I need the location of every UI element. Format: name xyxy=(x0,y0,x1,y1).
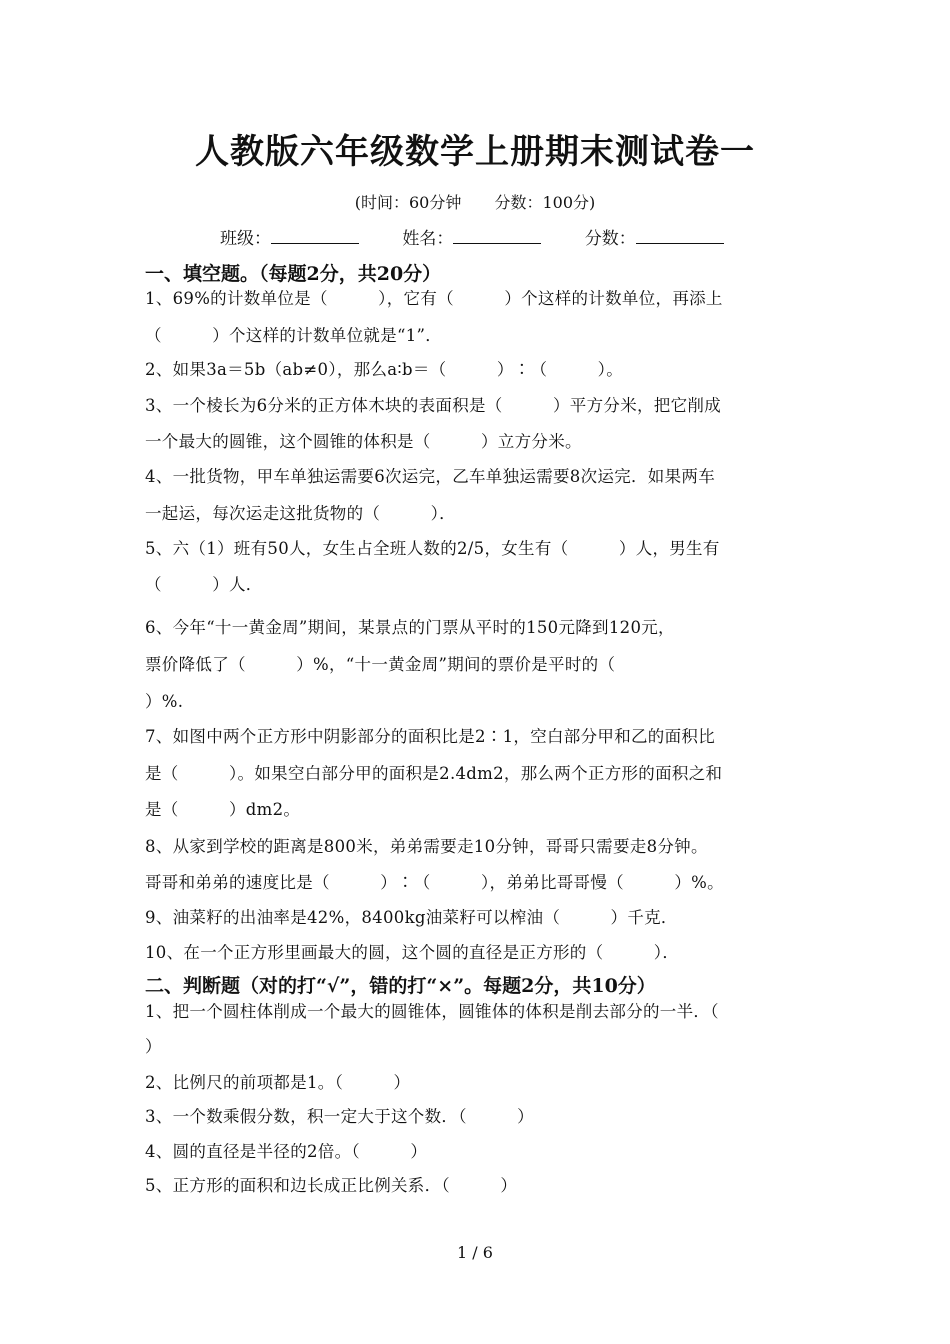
question-line: 3、一个数乘假分数，积一定大于这个数．（ ） xyxy=(145,1107,534,1126)
question-line: ） xyxy=(145,1037,162,1056)
question-line: 一个最大的圆锥，这个圆锥的体积是（ ）立方分米。 xyxy=(145,432,582,451)
page-number: 1 / 6 xyxy=(457,1243,493,1262)
question-line: 2、如果3a＝5b（ab≠0），那么a∶b＝（ ）∶（ ）。 xyxy=(145,360,624,379)
score-blank[interactable] xyxy=(636,229,724,244)
class-label: 班级： xyxy=(220,229,271,249)
question-line: 4、圆的直径是半径的2倍。（ ） xyxy=(145,1142,428,1161)
question-line: 是（ ）。如果空白部分甲的面积是2.4dm2，那么两个正方形的面积之和 xyxy=(145,764,723,783)
class-field xyxy=(220,224,359,249)
question-line: 10、在一个正方形里画最大的圆，这个圆的直径是正方形的（ ）． xyxy=(145,943,680,962)
question-line: 7、如图中两个正方形中阴影部分的面积比是2∶1，空白部分甲和乙的面积比 xyxy=(145,727,715,746)
question-line: 是（ ）dm2。 xyxy=(145,800,301,819)
question-line: 8、从家到学校的距离是800米，弟弟需要走10分钟，哥哥只需要走8分钟。 xyxy=(145,837,708,856)
student-info-fields xyxy=(220,224,762,249)
score-field xyxy=(585,224,724,249)
name-blank[interactable] xyxy=(453,229,541,244)
exam-title: 人教版六年级数学上册期末测试卷一 xyxy=(195,132,755,172)
question-line: 5、正方形的面积和边长成正比例关系．（ ） xyxy=(145,1176,518,1195)
question-line: 票价降低了（ ）%，“十一黄金周”期间的票价是平时的（ xyxy=(145,655,616,674)
question-line: 一起运，每次运走这批货物的（ ）． xyxy=(145,504,456,523)
question-line: 1、69%的计数单位是（ ），它有（ ）个这样的计数单位，再添上 xyxy=(145,289,723,308)
question-line: （ ）人． xyxy=(145,575,263,594)
score-label: 分数： xyxy=(584,229,636,249)
question-line: 哥哥和弟弟的速度比是（ ）∶（ ），弟弟比哥哥慢（ ）%。 xyxy=(145,873,724,892)
question-line: ）%. xyxy=(145,692,184,711)
question-line: 5、六（1）班有50人，女生占全班人数的2/5，女生有（ ）人，男生有 xyxy=(145,539,720,558)
question-line: 2、比例尺的前项都是1。（ ） xyxy=(145,1073,411,1092)
name-label: 姓名： xyxy=(402,229,454,249)
question-line: 9、油菜籽的出油率是42%，8400kg油菜籽可以榨油（ ）千克． xyxy=(145,908,678,927)
question-line: （ ）个这样的计数单位就是“1”． xyxy=(145,326,443,345)
class-blank[interactable] xyxy=(271,229,359,244)
section-heading-true-false: 二、判断题（对的打“√”，错的打“×”。每题2分，共10分） xyxy=(145,975,656,997)
question-line: 1、把一个圆柱体削成一个最大的圆锥体，圆锥体的体积是削去部分的一半．（ xyxy=(145,1002,719,1021)
exam-subtitle xyxy=(0,190,950,213)
question-line: 3、一个棱长为6分米的正方体木块的表面积是（ ）平方分米，把它削成 xyxy=(145,396,721,415)
section-heading-fill-in: 一、填空题。（每题2分，共20分） xyxy=(145,263,442,285)
name-field xyxy=(402,224,541,249)
question-line: 6、今年“十一黄金周”期间，某景点的门票从平时的150元降到120元， xyxy=(145,618,675,637)
score-info: 分数：100分) xyxy=(494,193,596,212)
time-info: (时间：60分钟 xyxy=(354,193,462,212)
question-line: 4、一批货物，甲车单独运需要6次运完，乙车单独运需要8次运完．如果两车 xyxy=(145,467,715,486)
